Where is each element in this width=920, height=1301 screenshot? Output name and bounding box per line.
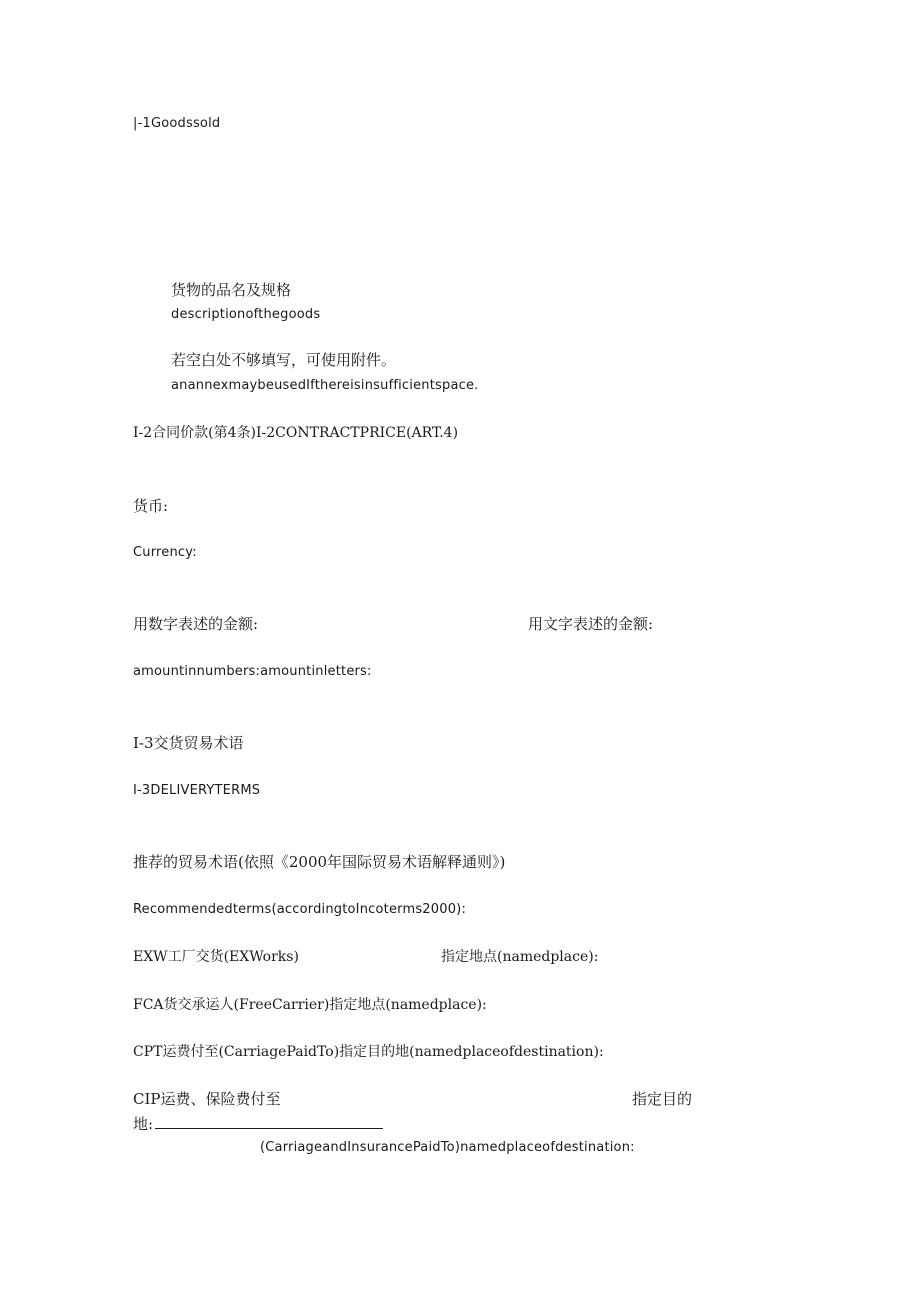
recommended-terms-zh: 推荐的贸易术语(依照《2000年国际贸易术语解释通则》) xyxy=(133,853,506,871)
cpt-term: CPT运费付至(CarriagePaidTo)指定目的地(namedplaceofdestination): xyxy=(133,1044,604,1060)
cip-term: CIP运费、保险费付至 xyxy=(133,1090,281,1108)
exw-term: EXW工厂交货(EXWorks) xyxy=(133,949,299,965)
section-i1-heading: |-1Goodssold xyxy=(133,116,221,131)
amount-numbers-label-zh: 用数字表述的金额: xyxy=(133,615,259,633)
recommended-terms-en: Recommendedterms(accordingtoIncoterms2000): xyxy=(133,902,467,917)
amount-letters-label-zh: 用文字表述的金额: xyxy=(528,615,654,633)
cip-named-place-line xyxy=(133,1115,383,1133)
fca-term: FCA货交承运人(FreeCarrier)指定地点(namedplace): xyxy=(133,997,487,1013)
currency-label-en: Currency: xyxy=(133,545,197,560)
cip-named-place-part2: 地: xyxy=(133,1115,154,1133)
exw-named-place: 指定地点(namedplace): xyxy=(441,949,599,965)
fill-in-blank-line xyxy=(155,1116,383,1129)
annex-note-zh: 若空白处不够填写，可使用附件。 xyxy=(171,351,397,369)
currency-label-zh: 货币: xyxy=(133,497,169,515)
section-i3-heading-zh: I-3交货贸易术语 xyxy=(133,734,244,752)
goods-description-label-zh: 货物的品名及规格 xyxy=(171,281,292,299)
annex-note-en: anannexmaybeusedIfthereisinsufficientspace. xyxy=(171,378,479,393)
cip-english: (CarriageandInsurancePaidTo)namedplaceofdestination: xyxy=(260,1140,635,1155)
section-i2-heading: I-2合同价款(第4条)I-2CONTRACTPRICE(ART.4) xyxy=(133,425,459,441)
amount-label-en: amountinnumbers:amountinletters: xyxy=(133,664,372,679)
cip-named-place-part1: 指定目的 xyxy=(632,1090,693,1108)
goods-description-label-en: descriptionofthegoods xyxy=(171,307,321,322)
section-i3-heading-en: I-3DELIVERYTERMS xyxy=(133,783,261,798)
